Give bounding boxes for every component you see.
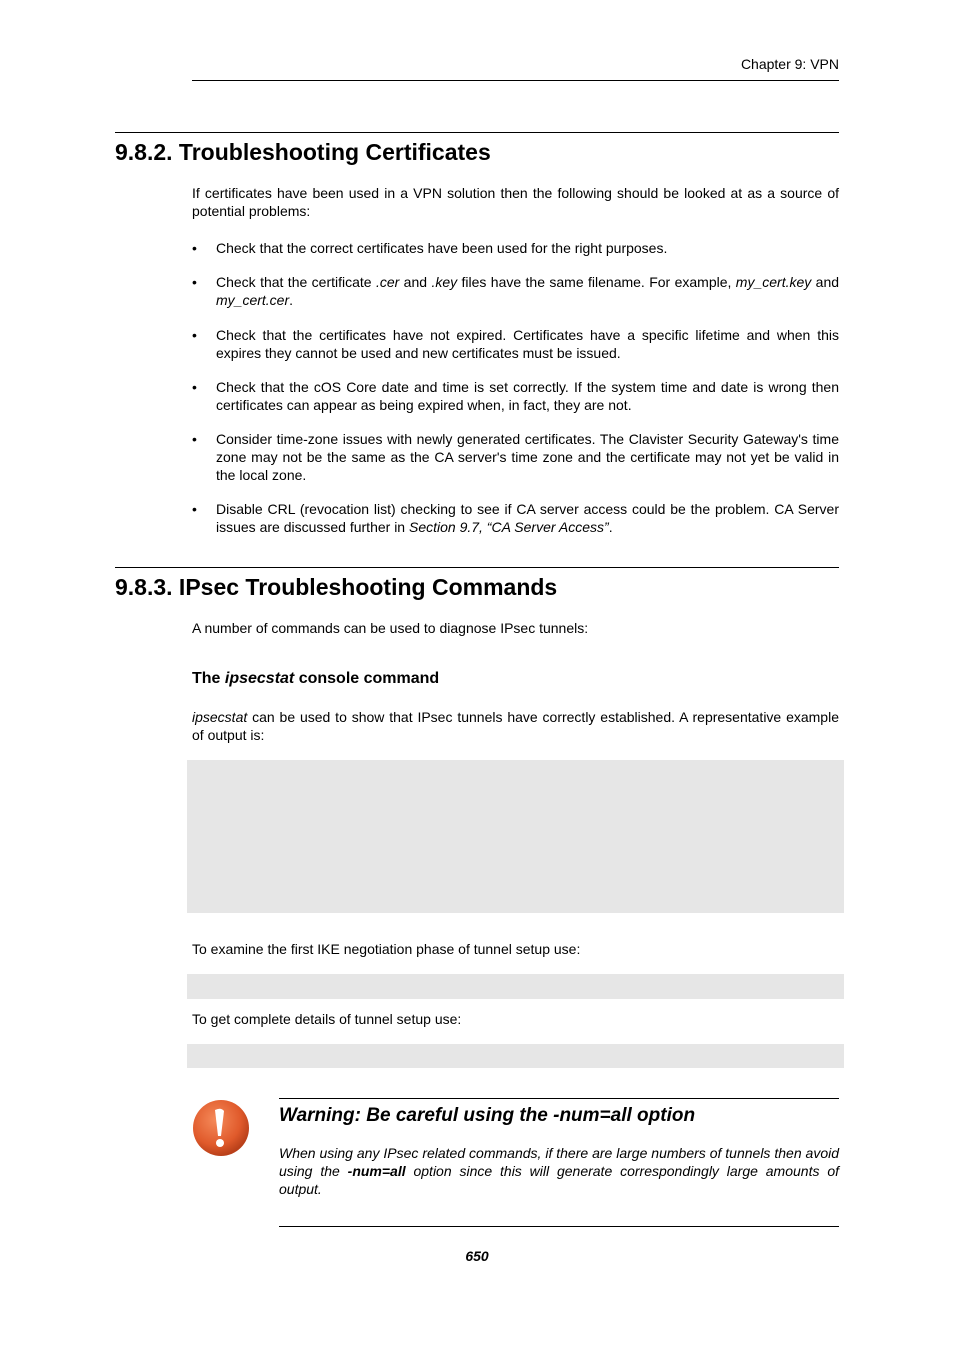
warning-title: Warning: Be careful using the -num=all option [279, 1105, 696, 1126]
bullet-icon: • [192, 501, 197, 517]
details-instruction: To get complete details of tunnel setup use: [192, 1011, 462, 1027]
code-block [187, 974, 844, 999]
list-item-text: Check that the correct certificates have been used for the right purposes. [216, 240, 668, 256]
code-block [187, 1044, 844, 1068]
bullet-icon: • [192, 327, 197, 343]
command-description: ipsecstat can be used to show that IPsec tunnels have correctly established. A representative example of output is: [192, 709, 839, 743]
section-link[interactable]: Section 9.7, “CA Server Access” [408, 519, 609, 535]
list-item-text: Check that the certificate .cer and .key files have the same filename. For example, my_cert.key and my_cert.cer. [216, 274, 840, 308]
warning-body: When using any IPsec related commands, if there are large numbers of tunnels then avoid using the -num=all option since this will generate correspondingly large amounts of output. [279, 1145, 839, 1197]
warning-top-rule [279, 1098, 839, 1099]
header-rule [192, 80, 839, 81]
page-number: 650 [465, 1248, 489, 1264]
section-intro: If certificates have been used in a VPN solution then the following should be looked at as a source of potential problems: [192, 185, 839, 219]
bullet-icon: • [192, 431, 197, 447]
section-title: 9.8.3. IPsec Troubleshooting Commands [115, 574, 558, 600]
warning-bottom-rule [279, 1226, 839, 1227]
section-rule [115, 567, 839, 568]
list-item [192, 430, 839, 484]
list-item [192, 239, 839, 257]
bullet-icon: • [192, 274, 197, 290]
list-item-text: Check that the certificates have not expired. Certificates have a specific lifetime and when this expires they cannot be used and new certificates must be issued. [216, 327, 839, 361]
bullet-icon: • [192, 240, 197, 256]
list-item [192, 273, 839, 309]
list-item-text: Check that the cOS Core date and time is set correctly. If the system time and date is wrong then certificates can appear as being expired when, in fact, they are not. [216, 379, 839, 413]
bullet-icon: • [192, 379, 197, 395]
subsection-heading: The ipsecstat console command [192, 670, 440, 687]
section-title: 9.8.2. Troubleshooting Certificates [115, 139, 491, 165]
section-intro: A number of commands can be used to diagnose IPsec tunnels: [192, 620, 589, 636]
section-rule [115, 132, 839, 133]
list-item [192, 326, 839, 362]
list-item-text: Disable CRL (revocation list) checking to see if CA server access could be the problem. CA Server issues are discussed further in Section 9.7, “CA Server Access”. [216, 501, 839, 535]
code-block [187, 760, 844, 913]
list-item-text: Consider time-zone issues with newly generated certificates. The Clavister Security Gateway's time zone may not be the same as the CA server's time zone and the certificate may not yet be valid in the local zone. [216, 431, 839, 483]
ike-instruction: To examine the first IKE negotiation phase of tunnel setup use: [192, 941, 581, 957]
list-item [192, 378, 839, 414]
chapter-header: Chapter 9: VPN [740, 56, 839, 72]
list-item [192, 500, 839, 536]
warning-icon [191, 1098, 251, 1158]
